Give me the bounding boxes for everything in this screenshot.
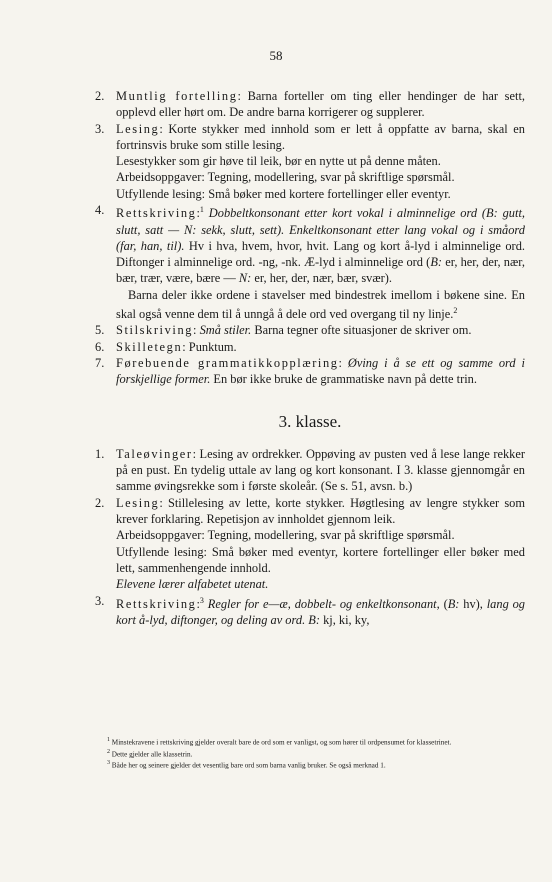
item-line: Utfyllende lesing: Små bøker med eventyr, kortere fortellinger eller bøker med lett, sammenhengende innhold. xyxy=(116,544,525,575)
item-number: 3. xyxy=(95,593,105,608)
item-line: Utfyllende lesing: Små bøker med kortere fortellinger eller eventyr. xyxy=(116,186,451,201)
item-number: 2. xyxy=(95,495,105,510)
footnote: $^3$ Både her og seinere gjelder det vesentlig bare ord som barna vanlig bruker. Se også merknad 1. xyxy=(107,760,386,770)
footnote: $^2$ Dette gjelder alle klassetrin. xyxy=(107,748,193,758)
list-item: 3. Lesing: Korte stykker med innhold som er lett å oppfatte av barna, skal en fortrinsvis bruke som stille lesing. Lesestykker som gir høve til leik, bør en nytte ut på denne måten. Arbeidsoppgaver: Tegning, modellering, svar på skriftlige spørsmål. Utfyllende lesing: Små bøker med kortere fortellinger eller eventyr. xyxy=(95,121,525,201)
item-number: 5. xyxy=(95,323,105,338)
item-term: Lesing xyxy=(116,495,160,510)
list-item: 6. Skilletegn: Punktum. xyxy=(95,339,237,354)
item-number: 2. xyxy=(95,89,105,103)
item-number: 1. xyxy=(95,446,105,461)
list-item: 3. Rettskriving:$^3$ Regler for e—æ, dobbelt- og enkeltkonsonant, (B: hv), lang og kort å-lyd, diftonger, og deling av ord. B: kj, ki, ky, xyxy=(95,593,526,627)
item-term: Førebuende grammatikkopplæring xyxy=(116,356,339,370)
item-line: Arbeidsoppgaver: Tegning, modellering, svar på skriftlige spørsmål. xyxy=(116,528,455,543)
item-line: Elevene lærer alfabetet utenat. xyxy=(116,577,269,592)
item-text: Lesing av ordrekker. Oppøving av pusten ved å lese lange rekker på en pust. En tydelig uttale av lang og kort konsonant. I 3. klasse gjennomgår en samme øvingsrekke som i første skoleår. (Se s. 51, avsn. b.) xyxy=(116,446,525,494)
footnote-ref: 3 xyxy=(199,595,204,605)
item-number: 7. xyxy=(95,356,105,370)
list-item: 2. Muntlig fortelling: Barna forteller om ting eller hendinger de har sett, opplevd eller hørt om. De andre barna korrigerer og supplerer. xyxy=(95,89,525,120)
item-text: En bør ikke bruke de grammatiske navn på dette trin. xyxy=(210,372,477,387)
item-term: Taleøvinger xyxy=(116,446,193,461)
footnote: $^1$ Minstekravene i rettskriving gjelder overalt bare de ord som er vanligst, og som hører til ordpensumet for klassetrinet. xyxy=(107,737,452,747)
item-text: Barna tegner ofte situasjoner de skriver om. xyxy=(251,323,472,338)
list-item: 5. Stilskriving: Små stiler. Barna tegner ofte situasjoner de skriver om. xyxy=(95,323,472,338)
list-item: 1. Taleøvinger: Lesing av ordrekker. Oppøving av pusten ved å lese lange rekker på en pust. En tydelig uttale av lang og kort konsonant. I 3. klasse gjennomgår en samme øvingsrekke som i første skoleår. (Se s. 51, avsn. b.) xyxy=(95,446,525,494)
item-term: Muntlig fortelling xyxy=(116,89,238,103)
main-text xyxy=(95,88,525,628)
list-item: 7. Førebuende grammatikkopplæring: Øving i å se ett og samme ord i forskjellige former. En bør ikke bruke de grammatiske navn på dette trin. xyxy=(95,356,525,387)
item-text: Barna forteller om ting eller hendinger de har sett, opplevd eller hørt om. De andre barna korrigerer og supplerer. xyxy=(116,89,525,120)
item-paragraph: Barna deler ikke ordene i stavelser med bindestrek imellom i bøkene sine. En skal også venne dem til å unngå å dele ord ved overgang til ny linje. xyxy=(116,287,525,322)
item-term: Skilletegn xyxy=(116,339,183,354)
item-term: Stilskriving xyxy=(116,323,194,338)
item-text: Korte stykker med innhold som er lett å oppfatte av barna, skal en fortrinsvis bruke som stille lesing. xyxy=(116,121,525,152)
list-item: 2. Lesing: Stillelesing av lette, korte stykker. Høgtlesing av lengre stykker som krever forklaring. Repetisjon av innholdet gjennom leik. Arbeidsoppgaver: Tegning, modellering, svar på skriftlige spørsmål. Utfyllende lesing: Små bøker med eventyr, kortere fortellinger eller bøker med lett, sammenhengende innhold. Elevene lærer alfabetet utenat. xyxy=(95,495,525,592)
footnote-ref: 2 xyxy=(453,305,458,315)
item-term: Lesing xyxy=(116,121,160,136)
item-number: 3. xyxy=(95,121,105,136)
item-term: Rettskriving xyxy=(116,206,197,221)
page-number: 58 xyxy=(269,48,283,63)
item-line: Arbeidsoppgaver: Tegning, modellering, svar på skriftlige spørsmål. xyxy=(116,170,455,185)
item-number: 4. xyxy=(95,203,105,218)
item-text: Punktum. xyxy=(188,339,237,354)
section-heading: 3. klasse. xyxy=(278,411,342,431)
footnotes xyxy=(95,736,525,771)
item-term: Rettskriving xyxy=(116,596,197,611)
item-number: 6. xyxy=(95,339,105,354)
footnote-ref: 1 xyxy=(199,205,204,215)
list-item: 4. Rettskriving:$^1$ Dobbeltkonsonant etter kort vokal i alminnelige ord (B: gutt, slutt, satt — N: sekk, slutt, sett). Enkeltkonsonant etter lang vokal og i småord (far, han, til). Hv i hva, hvem, hvor, hvit. Lang og kort å-lyd i alminnelige ord. Diftonger i alminnelige ord. -ng, -nk. Æ-lyd i alminnelige ord (B: er, her, der, nær, bær, trær, være, bære — N: er, her, der, nær, bær, svær). Barna deler ikke ordene i stavelser med bindestrek imellom i bøkene sine. En skal også venne dem til å unngå å dele ord ved overgang til ny linje.$^2$ xyxy=(95,203,525,322)
item-line: Lesestykker som gir høve til leik, bør en nytte ut på denne måten. xyxy=(116,154,441,169)
item-text: Stillelesing av lette, korte stykker. Høgtlesing av lengre stykker som krever forklaring. Repetisjon av innholdet gjennom leik. xyxy=(116,495,525,527)
